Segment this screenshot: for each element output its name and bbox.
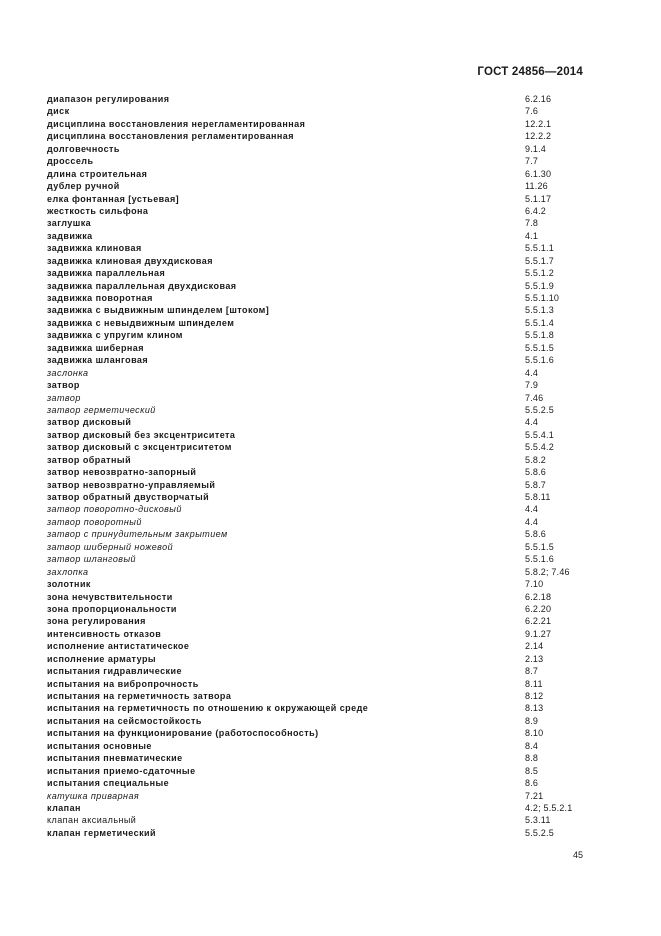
index-reference: 5.5.1.6 <box>525 554 554 565</box>
index-term: затвор поворотный <box>47 516 142 527</box>
index-term: диапазон регулирования <box>47 94 170 104</box>
index-term: дублер ручной <box>47 181 120 192</box>
index-reference: 5.5.1.10 <box>525 293 560 303</box>
index-entry <box>47 802 607 814</box>
index-term: испытания на герметичность затвора <box>47 691 232 701</box>
index-reference: 5.5.1.9 <box>525 280 554 291</box>
index-entry <box>47 827 607 839</box>
index-term: затвор дисковый с эксцентриситетом <box>47 442 232 453</box>
page-number: 45 <box>572 850 583 860</box>
index-term: зона нечувствительности <box>47 591 173 602</box>
index-entry <box>47 653 607 665</box>
index-reference: 4.1 <box>525 230 539 241</box>
index-entry <box>47 727 607 739</box>
index-reference: 5.5.4.1 <box>525 429 554 440</box>
index-entry <box>47 130 607 142</box>
index-entry <box>47 466 607 478</box>
index-term: задвижка клиновая <box>47 243 142 254</box>
index-entry <box>47 740 607 752</box>
index-entry <box>47 329 607 341</box>
index-reference: 8.13 <box>525 703 544 714</box>
index-reference: 6.4.2 <box>525 205 547 216</box>
index-entry <box>47 814 607 826</box>
index-reference: 6.2.20 <box>525 603 552 614</box>
index-reference: 9.1.4 <box>525 143 547 154</box>
index-reference: 5.5.1.7 <box>525 255 554 266</box>
index-reference: 5.5.1.3 <box>525 305 554 316</box>
index-entry <box>47 516 607 528</box>
index-reference: 7.8 <box>525 218 539 229</box>
index-term: клапан герметический <box>47 827 157 838</box>
index-reference: 4.4 <box>525 516 539 527</box>
index-term: затвор с принудительным закрытием <box>47 529 228 540</box>
index-term: затвор <box>47 392 81 403</box>
index-entry <box>47 292 607 304</box>
index-term: золотник <box>47 579 91 590</box>
index-term: задвижка <box>47 230 93 241</box>
index-entry <box>47 242 607 254</box>
index-term: задвижка клиновая двухдисковая <box>47 255 213 266</box>
index-entry <box>47 304 607 316</box>
index-entry <box>47 180 607 192</box>
index-entry <box>47 367 607 379</box>
index-reference: 8.6 <box>525 778 539 789</box>
index-reference: 5.5.1.5 <box>525 342 554 353</box>
index-entry <box>47 665 607 677</box>
index-entry <box>47 790 607 802</box>
index-term: дроссель <box>47 156 94 167</box>
index-term: затвор шиберный ножевой <box>47 541 174 552</box>
index-reference: 8.5 <box>525 765 539 776</box>
index-entry <box>47 503 607 515</box>
index-reference: 5.8.2; 7.46 <box>525 566 570 577</box>
alphabetical-index-list <box>47 93 607 839</box>
index-reference: 5.5.2.5 <box>525 827 554 838</box>
index-term: исполнение антистатическое <box>47 641 190 652</box>
index-term: катушка приварная <box>47 790 140 801</box>
index-term: затвор дисковый <box>47 417 132 428</box>
index-entry <box>47 553 607 565</box>
index-entry <box>47 678 607 690</box>
index-term: елка фонтанная [устьевая] <box>47 193 180 204</box>
index-term: клапан <box>47 802 81 813</box>
index-term: испытания на сейсмостойкость <box>47 715 202 726</box>
index-reference: 5.5.1.8 <box>525 330 554 341</box>
index-entry <box>47 628 607 640</box>
index-term: исполнение арматуры <box>47 653 157 664</box>
index-reference: 2.14 <box>525 641 544 652</box>
index-term: зона пропорциональности <box>47 603 177 614</box>
index-term: захлопка <box>47 566 89 577</box>
index-term: задвижка поворотная <box>47 293 153 303</box>
index-entry <box>47 441 607 453</box>
index-term: интенсивность отказов <box>47 628 162 639</box>
index-entry <box>47 454 607 466</box>
index-entry <box>47 479 607 491</box>
index-entry <box>47 752 607 764</box>
index-term: задвижка параллельная двухдисковая <box>47 280 237 291</box>
index-term: испытания на функционирование (работоспособность) <box>47 728 319 739</box>
index-entry <box>47 615 607 627</box>
index-entry <box>47 416 607 428</box>
index-reference: 4.2; 5.5.2.1 <box>525 802 573 813</box>
index-entry <box>47 702 607 714</box>
index-term: клапан аксиальный <box>47 815 137 826</box>
index-reference: 6.2.18 <box>525 591 552 602</box>
index-entry <box>47 690 607 702</box>
index-reference: 12.2.2 <box>525 131 552 142</box>
index-reference: 2.13 <box>525 653 544 664</box>
index-entry <box>47 155 607 167</box>
index-entry <box>47 777 607 789</box>
index-entry <box>47 603 607 615</box>
index-reference: 7.7 <box>525 156 539 167</box>
index-term: испытания специальные <box>47 778 170 789</box>
index-term: задвижка с упругим клином <box>47 330 183 341</box>
index-reference: 5.5.1.6 <box>525 355 554 366</box>
index-term: затвор обратный <box>47 454 132 465</box>
index-term: затвор невозвратно-запорный <box>47 467 197 478</box>
index-entry <box>47 578 607 590</box>
index-term: долговечность <box>47 143 120 154</box>
index-reference: 5.1.17 <box>525 193 552 204</box>
index-entry <box>47 379 607 391</box>
index-entry <box>47 591 607 603</box>
index-term: затвор невозвратно-управляемый <box>47 479 216 490</box>
index-term: затвор шланговый <box>47 554 136 565</box>
index-reference: 5.5.4.2 <box>525 442 554 453</box>
index-entry <box>47 566 607 578</box>
index-reference: 4.4 <box>525 504 539 515</box>
index-reference: 8.11 <box>525 678 543 689</box>
index-reference: 8.10 <box>525 728 544 739</box>
index-reference: 12.2.1 <box>525 118 552 129</box>
index-reference: 5.5.1.2 <box>525 268 554 279</box>
index-term: задвижка шланговая <box>47 355 149 366</box>
index-term: затвор герметический <box>47 404 156 415</box>
index-reference: 5.5.1.4 <box>525 317 554 328</box>
index-reference: 8.12 <box>525 691 544 701</box>
index-term: дисциплина восстановления нерегламентированная <box>47 118 306 129</box>
index-term: заглушка <box>47 218 92 229</box>
index-reference: 9.1.27 <box>525 628 552 639</box>
index-term: затвор <box>47 380 80 391</box>
index-entry <box>47 143 607 155</box>
index-term: испытания пневматические <box>47 753 183 764</box>
index-entry <box>47 342 607 354</box>
index-entry <box>47 255 607 267</box>
index-term: заслонка <box>47 367 89 378</box>
index-entry <box>47 168 607 180</box>
index-term: жесткость сильфона <box>47 205 149 216</box>
index-term: затвор обратный двустворчатый <box>47 492 210 502</box>
index-reference: 5.8.11 <box>525 492 551 502</box>
index-term: испытания на герметичность по отношению к окружающей среде <box>47 703 369 714</box>
index-reference: 5.8.6 <box>525 529 547 540</box>
index-reference: 6.1.30 <box>525 168 552 179</box>
index-entry <box>47 105 607 117</box>
index-term: дисциплина восстановления регламентированная <box>47 131 294 142</box>
index-term: затвор поворотно-дисковый <box>47 504 182 515</box>
index-reference: 5.8.6 <box>525 467 547 478</box>
index-term: зона регулирования <box>47 616 146 627</box>
index-reference: 5.5.1.1 <box>525 243 554 254</box>
document-code-header: ГОСТ 24856—2014 <box>477 66 583 78</box>
index-reference: 11.26 <box>525 181 548 192</box>
index-entry <box>47 267 607 279</box>
index-entry <box>47 280 607 292</box>
index-entry <box>47 404 607 416</box>
index-reference: 4.4 <box>525 367 539 378</box>
index-reference: 4.4 <box>525 417 539 428</box>
index-term: затвор дисковый без эксцентриситета <box>47 429 236 440</box>
index-entry <box>47 317 607 329</box>
index-reference: 6.2.16 <box>525 94 552 104</box>
index-term: длина строительная <box>47 168 148 179</box>
index-entry <box>47 93 607 105</box>
index-term: испытания приемо-сдаточные <box>47 765 196 776</box>
index-term: испытания на вибропрочность <box>47 678 199 689</box>
index-reference: 8.8 <box>525 753 539 764</box>
index-reference: 7.9 <box>525 380 539 391</box>
index-term: диск <box>47 106 70 117</box>
index-entry <box>47 640 607 652</box>
index-term: задвижка с выдвижным шпинделем [штоком] <box>47 305 270 316</box>
index-entry <box>47 491 607 503</box>
index-reference: 7.46 <box>525 392 544 403</box>
index-entry <box>47 354 607 366</box>
index-term: испытания основные <box>47 740 152 751</box>
index-reference: 8.9 <box>525 715 539 726</box>
index-entry <box>47 429 607 441</box>
index-entry <box>47 217 607 229</box>
index-entry <box>47 541 607 553</box>
index-entry <box>47 118 607 130</box>
index-reference: 5.3.11 <box>525 815 551 826</box>
index-reference: 5.8.2 <box>525 454 547 465</box>
index-reference: 5.5.1.5 <box>525 541 554 552</box>
index-entry <box>47 193 607 205</box>
index-entry <box>47 205 607 217</box>
index-reference: 8.7 <box>525 666 539 677</box>
index-reference: 7.21 <box>525 790 544 801</box>
index-term: задвижка с невыдвижным шпинделем <box>47 317 235 328</box>
index-reference: 6.2.21 <box>525 616 552 627</box>
index-term: испытания гидравлические <box>47 666 182 677</box>
index-entry <box>47 528 607 540</box>
index-entry <box>47 230 607 242</box>
index-reference: 7.10 <box>525 579 544 590</box>
index-reference: 5.5.2.5 <box>525 404 554 415</box>
index-term: задвижка шиберная <box>47 342 144 353</box>
index-reference: 7.6 <box>525 106 539 117</box>
index-term: задвижка параллельная <box>47 268 166 279</box>
index-reference: 5.8.7 <box>525 479 547 490</box>
index-reference: 8.4 <box>525 740 539 751</box>
index-entry <box>47 715 607 727</box>
index-entry <box>47 765 607 777</box>
index-entry <box>47 392 607 404</box>
